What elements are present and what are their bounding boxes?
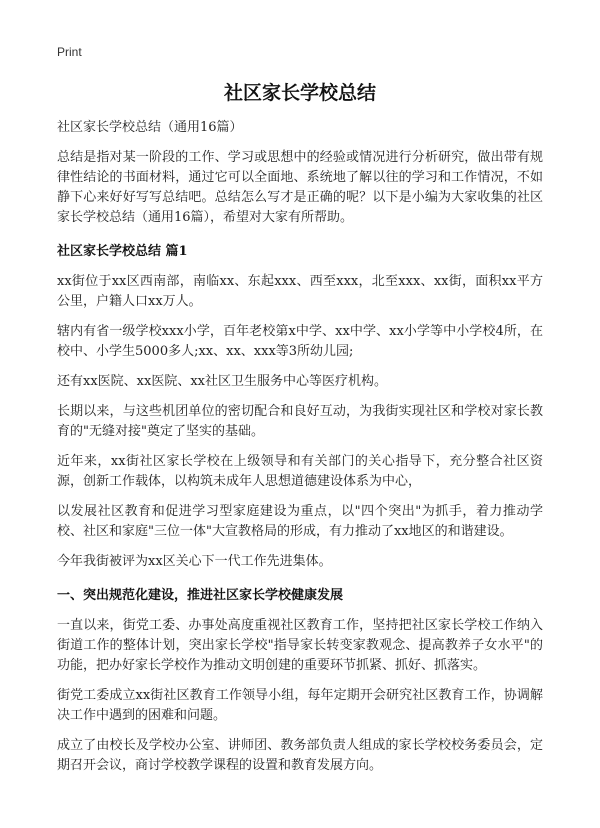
body-paragraph: 街党工委成立xx街社区教育工作领导小组，每年定期开会研究社区教育工作，协调解决工作中遇到的困难和问题。 [57, 688, 543, 723]
sub-heading: 一、突出规范化建设，推进社区家长学校健康发展 [57, 588, 344, 603]
body-paragraph: 长期以来，与这些机团单位的密切配合和良好互动，为我街实现社区和学校对家长教育的"无缝对接"奠定了坚实的基础。 [57, 404, 543, 439]
body-paragraph: 还有xx医院、xx医院、xx社区卫生服务中心等医疗机构。 [57, 374, 387, 389]
body-paragraph: 成立了由校长及学校办公室、讲师团、教务部负责人组成的家长学校校务委员会，定期召开会议，商讨学校教学课程的设置和教育发展方向。 [57, 738, 543, 773]
body-paragraph: xx街位于xx区西南部，南临xx、东起xxx、西至xxx，北至xxx、xx街，面积xx平方公里，户籍人口xx万人。 [57, 274, 543, 309]
page-title: 社区家长学校总结 [223, 82, 376, 104]
body-paragraph: 以发展社区教育和促进学习型家庭建设为重点，以"四个突出"为抓手，着力推动学校、社区和家庭"三位一体"大宣教格局的形成，有力推动了xx地区的和谐建设。 [57, 504, 543, 539]
body-paragraph: 近年来，xx街社区家长学校在上级领导和有关部门的关心指导下，充分整合社区资源，创新工作载体，以构筑未成年人思想道德建设体系为中心， [57, 454, 543, 489]
body-paragraph: 一直以来，街党工委、办事处高度重视社区教育工作，坚持把社区家长学校工作纳入街道工作的整体计划，突出家长学校"指导家长转变家教观念、提高教养子女水平"的功能，把办好家长学校作为推动文明创建的重要环节抓紧、抓好、抓落实。 [57, 618, 543, 673]
document-subtitle: 社区家长学校总结（通用16篇） [57, 120, 243, 135]
body-paragraph: 辖内有省一级学校xxx小学，百年老校第x中学、xx中学、xx小学等中小学校4所，在校中、小学生5000多人;xx、xx、xxx等3所幼儿园; [57, 324, 543, 359]
section-heading: 社区家长学校总结 篇1 [57, 244, 188, 259]
print-link[interactable]: Print [57, 45, 82, 59]
intro-paragraph: 总结是指对某一阶段的工作、学习或思想中的经验或情况进行分析研究，做出带有规律性结论的书面材料，通过它可以全面地、系统地了解以往的学习和工作情况，不如静下心来好好写写总结吧。总结怎么写才是正确的呢？以下是小编为大家收集的社区家长学校总结（通用16篇），希望对大家有所帮助。 [57, 150, 543, 225]
body-paragraph: 今年我街被评为xx区关心下一代工作先进集体。 [57, 554, 332, 569]
